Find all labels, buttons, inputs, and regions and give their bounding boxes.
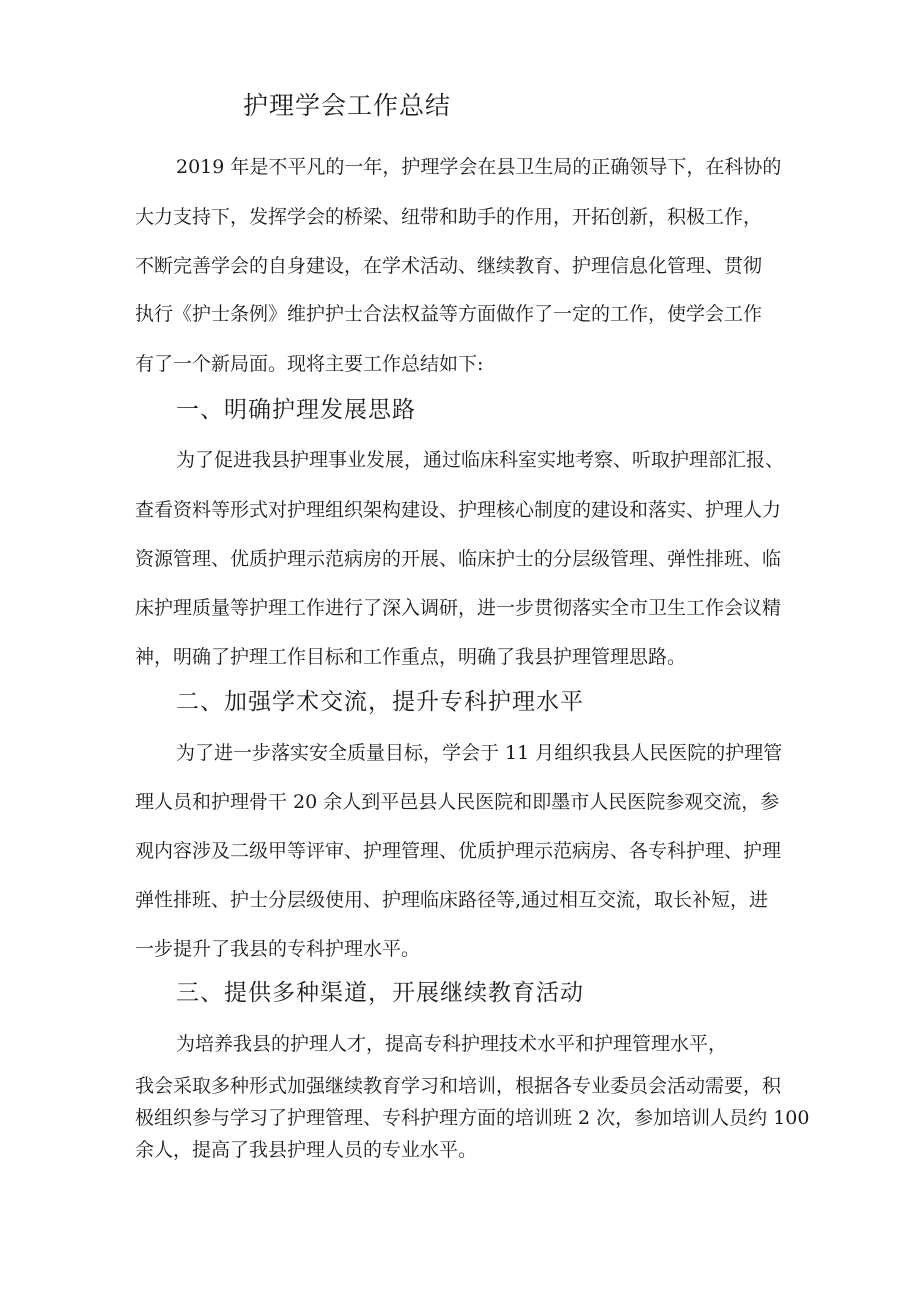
paragraph-line: 资源管理、优质护理示范病房的开展、临床护士的分层级管理、弹性排班、临 (135, 548, 782, 570)
intro-line: 有了一个新局面。现将主要工作总结如下: (135, 353, 484, 375)
paragraph-line: 神，明确了护理工作目标和工作重点，明确了我县护理管理思路。 (135, 646, 687, 668)
paragraph-line: 余人，提高了我县护理人员的专业水平。 (135, 1139, 478, 1161)
document-title: 护理学会工作总结 (243, 91, 452, 120)
paragraph-line: 观内容涉及二级甲等评审、护理管理、优质护理示范病房、各专科护理、护理 (135, 840, 782, 862)
paragraph-line: 理人员和护理骨干 20 余人到平邑县人民医院和即墨市人民医院参观交流，参 (135, 791, 780, 813)
intro-line: 大力支持下，发挥学会的桥梁、纽带和助手的作用，开拓创新，积极工作， (135, 206, 763, 228)
paragraph-line: 为培养我县的护理人才，提高专科护理技术水平和护理管理水平， (176, 1033, 728, 1055)
paragraph-line: 为了进一步落实安全质量目标，学会于 11 月组织我县人民医院的护理管 (176, 742, 783, 764)
section-heading: 一、明确护理发展思路 (176, 397, 416, 423)
section-heading: 三、提供多种渠道，开展继续教育活动 (176, 980, 584, 1006)
paragraph-line: 极组织参与学习了护理管理、专科护理方面的培训班 2 次，参加培训人员约 100 (135, 1107, 810, 1129)
section-heading: 二、加强学术交流，提升专科护理水平 (176, 689, 584, 715)
paragraph-line: 弹性排班、护士分层级使用、护理临床路径等,通过相互交流，取长补短，进 (135, 889, 769, 911)
paragraph-line: 我会采取多种形式加强继续教育学习和培训，根据各专业委员会活动需要，积 (135, 1075, 782, 1097)
paragraph-line: 床护理质量等护理工作进行了深入调研，进一步贯彻落实全市卫生工作会议精 (135, 597, 782, 619)
paragraph-line: 一步提升了我县的专科护理水平。 (135, 938, 421, 960)
intro-line: 2019 年是不平凡的一年，护理学会在县卫生局的正确领导下，在科协的 (176, 156, 782, 178)
paragraph-line: 为了促进我县护理事业发展，通过临床科室实地考察、听取护理部汇报、 (176, 449, 785, 471)
intro-line: 执行《护士条例》维护护士合法权益等方面做作了一定的工作，使学会工作 (135, 303, 763, 325)
intro-line: 不断完善学会的自身建设，在学术活动、继续教育、护理信息化管理、贯彻 (135, 255, 763, 277)
paragraph-line: 查看资料等形式对护理组织架构建设、护理核心制度的建设和落实、护理人力 (135, 499, 782, 521)
